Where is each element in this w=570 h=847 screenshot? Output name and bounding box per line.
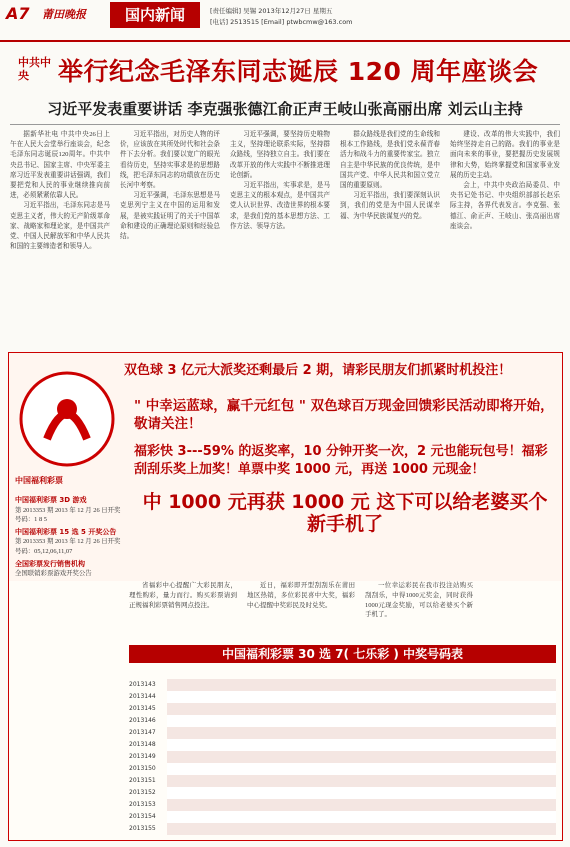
issue-number: 2013148	[129, 741, 156, 748]
issue-number: 2013145	[129, 705, 156, 712]
paragraph: 建设、改革的伟大实践中，我们始终坚持走自己的路。我们的事业是面向未来的事业，要把握历史发展规律和大势，始终掌握党和国家事业发展的历史主动。	[450, 131, 560, 179]
issue-number: 2013143	[129, 681, 156, 688]
headline	[10, 52, 560, 96]
issue-number: 2013153	[129, 801, 156, 808]
divider	[10, 124, 560, 125]
issue-number: 2013155	[129, 825, 156, 832]
editor-line: [责任编辑] 吴锡 2013年12月27日 星期五	[210, 7, 333, 15]
sidebar-text: 第 2013353 期 2013 年 12 月 26 日开奖号码：1 8 5	[15, 506, 121, 524]
page-number: A7	[6, 4, 30, 23]
lottery-table	[129, 665, 556, 835]
issue-number: 2013144	[129, 693, 156, 700]
sidebar-text: 全国联销彩票游戏开奖公告	[15, 570, 92, 578]
headline-kicker: 中共中央	[18, 56, 51, 82]
paragraph: 习近平强调，要坚持历史唯物主义，坚持理论联系实际，坚持群众路线，坚持独立自主。我们要在改革开放的伟大实践中不断推进理论创新。	[230, 131, 330, 179]
table-row	[167, 763, 556, 775]
ad-big-headline: 中 1000 元再获 1000 元 这下可以给老婆买个新手机了	[142, 491, 548, 535]
contact-line: [电话] 2513515 [Email] ptwbcmw@163.com	[210, 18, 353, 26]
table-row	[167, 775, 556, 787]
paragraph: 习近平指出，实事求是，是马克思主义的根本观点，是中国共产党人认识世界、改造世界的根本要求，是我们党的基本思想方法、工作方法、领导方法。	[230, 182, 330, 230]
paragraph: 近日，福彩即开型刮刮乐在莆田地区热销，多位彩民喜中大奖，福彩中心提醒中奖彩民及时兑奖。	[247, 582, 355, 609]
issue-number: 2013152	[129, 789, 156, 796]
welfare-lottery-logo-icon	[17, 369, 117, 469]
table-row	[167, 727, 556, 739]
issue-number: 2013150	[129, 765, 156, 772]
headline-title: 举行纪念毛泽东同志诞辰 120 周年座谈会	[58, 57, 539, 86]
table-row	[167, 751, 556, 763]
headline-subtitle: 习近平发表重要讲话 李克强张德江俞正声王岐山张高丽出席 刘云山主持	[47, 100, 523, 118]
table-row	[167, 739, 556, 751]
table-row	[167, 703, 556, 715]
issue-number: 2013149	[129, 753, 156, 760]
paragraph: 习近平指出，毛泽东同志是马克思主义者，伟大的无产阶级革命家、战略家和理论家，是中国共产党、中国人民解放军和中华人民共和国的主要缔造者和领导人。	[10, 202, 110, 251]
paragraph: 据新华社电 中共中央26日上午在人民大会堂举行座谈会，纪念毛泽东同志诞辰120周年。中共中央总书记、国家主席、中央军委主席习近平发表重要讲话强调，我们要把党和人民的事业继续推向前进，必须紧紧依靠人民。	[10, 131, 110, 200]
article-column-5	[450, 130, 560, 352]
sidebar-heading: 全国彩票发行销售机构	[15, 559, 85, 568]
table-row	[167, 679, 556, 691]
section-title: 国内新闻	[110, 2, 200, 28]
table-row	[167, 787, 556, 799]
lottery-ad	[8, 352, 563, 841]
page-header	[0, 0, 570, 42]
table-row	[167, 691, 556, 703]
article-column-2	[120, 130, 220, 352]
paragraph: 习近平指出，对历史人物的评价，应该放在其所处时代和社会条件下去分析。我们要以宽广的眼光看待历史，坚持实事求是的思想路线，把毛泽东同志的功绩放在历史长河中考察。	[120, 131, 220, 190]
ad-story-1	[129, 581, 237, 610]
paragraph: 一位幸运彩民在我市投注站购买刮刮乐，中得1000元奖金，同时获得1000元现金奖励，可以给老婆买个新手机了。	[365, 582, 473, 619]
article-column-1	[10, 130, 110, 352]
sidebar-heading: 中国福利彩票 15 选 5 开奖公告	[15, 527, 117, 536]
paragraph: 省福彩中心提醒广大彩民朋友，理性购彩，量力而行。购买彩票请到正规福利彩票销售网点投注。	[129, 582, 237, 609]
table-row	[167, 823, 556, 835]
ad-sidebar	[15, 493, 121, 579]
table-row	[167, 811, 556, 823]
paragraph: 群众路线是我们党的生命线和根本工作路线，是我们党永葆青春活力和战斗力的重要传家宝。独立自主是中华民族的优良传统，是中国共产党、中华人民共和国立党立国的重要原则。	[340, 131, 440, 190]
article-column-3	[230, 130, 330, 352]
article-body	[10, 130, 560, 352]
paragraph: 会上，中共中央政治局委员、中央书记处书记、中央组织部部长赵乐际主持，各界代表发言。李克强、张德江、俞正声、王岐山、张高丽出席座谈会。	[450, 182, 560, 230]
paragraph: 习近平指出，我们要深刻认识到，我们的党是为中国人民谋幸福、为中华民族谋复兴的党。	[340, 192, 440, 220]
issue-number: 2013154	[129, 813, 156, 820]
ad-line-1: 双色球 3 亿元大派奖还剩最后 2 期，请彩民朋友们抓紧时机投注！	[124, 363, 512, 378]
sidebar-heading: 中国福利彩票 3D 游戏	[15, 496, 87, 504]
table-row	[167, 715, 556, 727]
paragraph: 习近平强调，毛泽东思想是马克思列宁主义在中国的运用和发展，是被实践证明了的关于中国革命和建设的正确理论原则和经验总结。	[120, 192, 220, 241]
issue-number: 2013147	[129, 729, 156, 736]
ad-line-2: " 中幸运蓝球，赢千元红包 " 双色球百万现金回馈彩民活动即将开始，敬请关注！	[134, 398, 554, 432]
issue-number: 2013146	[129, 717, 156, 724]
paper-name: 莆田晚报	[42, 9, 86, 21]
lottery-table-title: 中国福利彩票 30 选 7( 七乐彩 ) 中奖号码表	[129, 645, 556, 663]
article-column-4	[340, 130, 440, 352]
sidebar-text: 第 2013353 期 2013 年 12 月 26 日开奖号码：05,12,06,11,07	[15, 538, 121, 555]
ad-story-3	[365, 581, 473, 620]
table-row	[167, 799, 556, 811]
ad-story-2	[247, 581, 355, 610]
table-header	[129, 665, 167, 677]
ad-brand: 中国福利彩票	[15, 476, 63, 485]
ad-line-3: 福彩快 3---59% 的返奖率，10 分钟开奖一次，2 元也能玩包号！福彩刮刮乐奖上加奖！单票中奖 1000 元，再送 1000 元现金！	[134, 444, 548, 477]
issue-number: 2013151	[129, 777, 156, 784]
